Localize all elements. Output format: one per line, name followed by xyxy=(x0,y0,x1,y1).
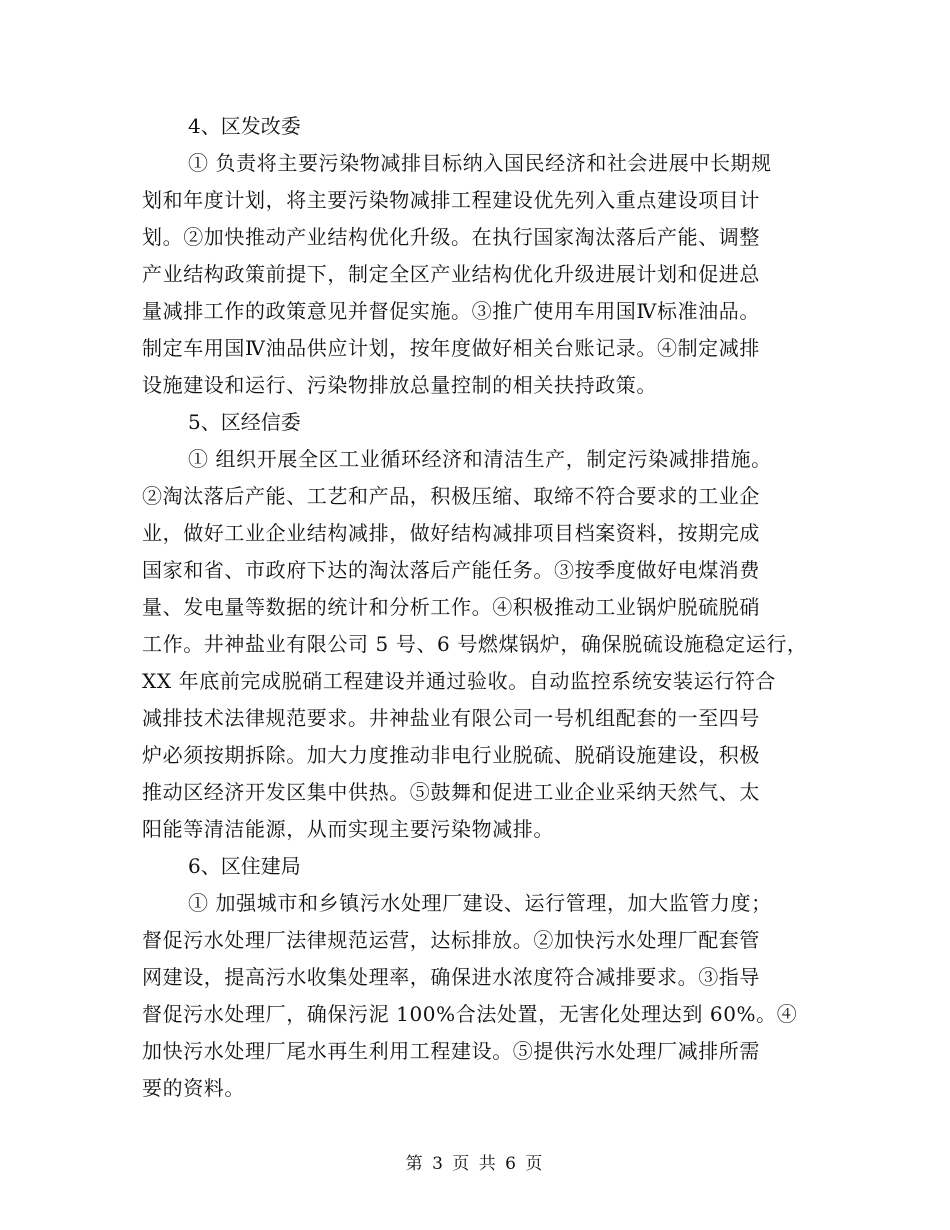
paragraph-line: 要的资料。 xyxy=(142,1076,245,1100)
section-paragraph xyxy=(142,145,818,404)
paragraph-line: 划和年度计划，将主要污染物减排工程建设优先列入重点建设项目计 xyxy=(142,188,760,212)
section-heading: 4、区发改委 xyxy=(188,114,301,138)
section-heading: 5、区经信委 xyxy=(188,410,301,434)
paragraph-line: 国家和省、市政府下达的淘汰落后产能任务。③按季度做好电煤消费 xyxy=(142,558,760,582)
paragraph-line: 推动区经济开发区集中供热。⑤鼓舞和促进工业企业采纳天然气、太 xyxy=(142,780,760,804)
page-number-footer: 第 3 页 共 6 页 xyxy=(405,1154,545,1174)
paragraph-line: 阳能等清洁能源，从而实现主要污染物减排。 xyxy=(142,817,554,841)
section-zhujianju xyxy=(142,848,818,1107)
paragraph-line: ① 组织开展全区工业循环经济和清洁生产，制定污染减排措施。 xyxy=(188,447,772,471)
paragraph-line: 划。②加快推动产业结构优化升级。在执行国家淘汰落后产能、调整 xyxy=(142,225,760,249)
paragraph-line: 设施建设和运行、污染物排放总量控制的相关扶持政策。 xyxy=(142,373,657,397)
section-paragraph xyxy=(142,885,818,1107)
paragraph-line: XX 年底前完成脱硝工程建设并通过验收。自动监控系统安装运行符合 xyxy=(142,669,777,693)
section-jingxinwei xyxy=(142,404,818,848)
paragraph-line: 量减排工作的政策意见并督促实施。③推广使用车用国Ⅳ标准油品。 xyxy=(142,299,760,323)
paragraph-line: ① 负责将主要污染物减排目标纳入国民经济和社会进展中长期规 xyxy=(188,151,772,175)
paragraph-line: 业，做好工业企业结构减排，做好结构减排项目档案资料，按期完成 xyxy=(142,521,760,545)
paragraph-line: 产业结构政策前提下，制定全区产业结构优化升级进展计划和促进总 xyxy=(142,262,760,286)
paragraph-line: 制定车用国Ⅳ油品供应计划，按年度做好相关台账记录。④制定减排 xyxy=(142,336,760,360)
section-fagaiwei xyxy=(142,108,818,404)
paragraph-line: 量、发电量等数据的统计和分析工作。④积极推动工业锅炉脱硫脱硝 xyxy=(142,595,760,619)
section-paragraph xyxy=(142,441,818,848)
paragraph-line: 加快污水处理厂尾水再生利用工程建设。⑤提供污水处理厂减排所需 xyxy=(142,1039,760,1063)
paragraph-line: 督促污水处理厂，确保污泥 100%合法处置，无害化处理达到 60%。④ xyxy=(142,1002,798,1026)
paragraph-line: 减排技术法律规范要求。井神盐业有限公司一号机组配套的一至四号 xyxy=(142,706,760,730)
section-heading: 6、区住建局 xyxy=(188,854,301,878)
paragraph-line: ②淘汰落后产能、工艺和产品，积极压缩、取缔不符合要求的工业企 xyxy=(142,484,760,508)
paragraph-line: 炉必须按期拆除。加大力度推动非电行业脱硫、脱硝设施建设，积极 xyxy=(142,743,760,767)
document-body xyxy=(142,108,818,1107)
paragraph-line: 督促污水处理厂法律规范运营，达标排放。②加快污水处理厂配套管 xyxy=(142,928,760,952)
paragraph-line: 网建设，提高污水收集处理率，确保进水浓度符合减排要求。③指导 xyxy=(142,965,760,989)
paragraph-line: 工作。井神盐业有限公司 5 号、6 号燃煤锅炉，确保脱硫设施稳定运行， xyxy=(142,632,808,656)
paragraph-line: ① 加强城市和乡镇污水处理厂建设、运行管理，加大监管力度； xyxy=(188,891,772,915)
